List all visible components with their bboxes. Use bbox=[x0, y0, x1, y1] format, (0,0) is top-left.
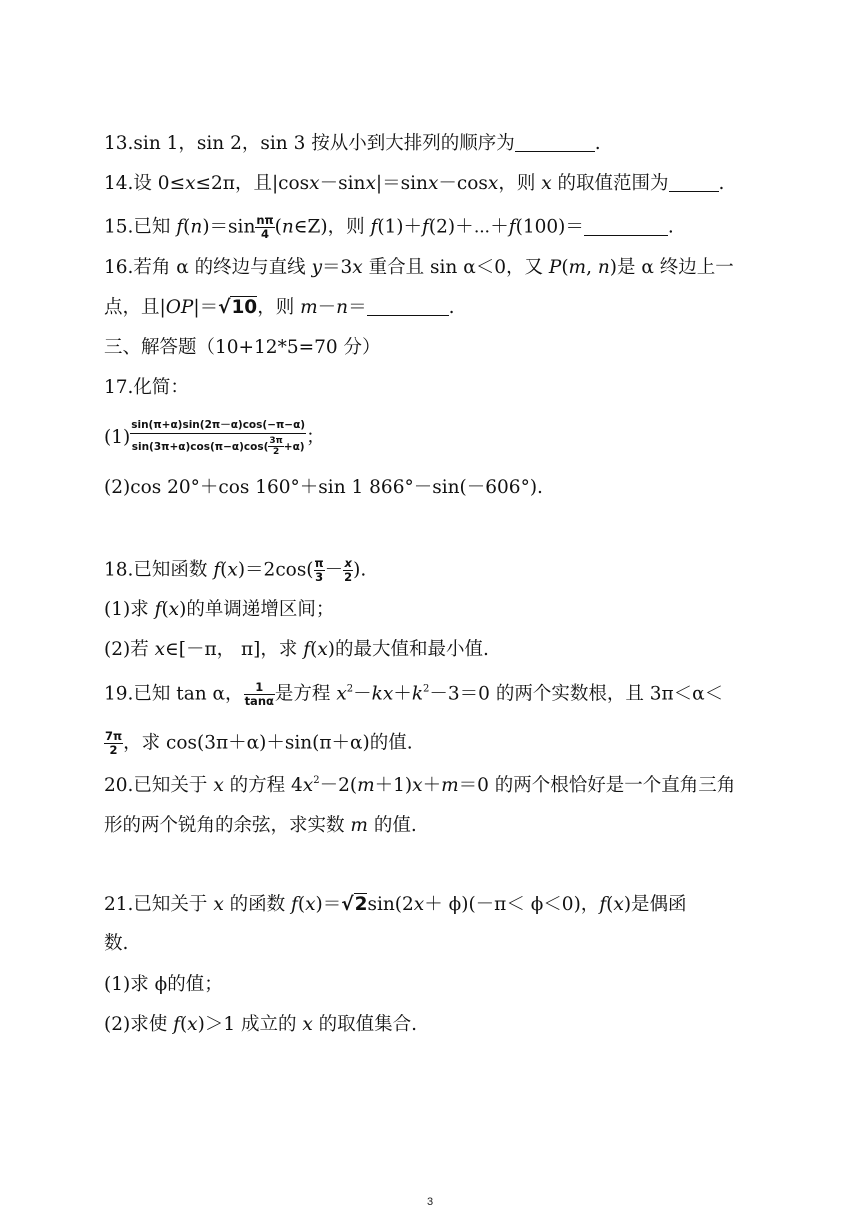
fraction: $\frac{n\pi}{4}$ bbox=[256, 213, 274, 242]
question-21: 21.已知关于 x 的函数 f(x)＝√2sin(2x＋ ϕ)(－π＜ ϕ＜0)，f(x)是偶函 bbox=[104, 894, 687, 915]
fraction: $\frac{\pi}{3}$ bbox=[314, 556, 324, 585]
fraction: sin(π+α)sin(2π－α)cos(−π−α) sin(3π+α)cos(π−α)cos( $\frac{3\pi}{2}$ +α) bbox=[131, 418, 306, 458]
question-17-part-2: (2)cos 20°＋cos 160°＋sin 1 866°－sin(－606°). bbox=[104, 477, 543, 498]
question-17: 17.化简： bbox=[104, 377, 189, 398]
fraction: $\frac{1}{\tan\alpha}$ bbox=[244, 680, 274, 709]
answer-blank bbox=[584, 217, 668, 236]
fraction: $\frac{x}{2}$ bbox=[344, 556, 353, 585]
question-14: 14.设 0≤x≤2π，且|cosx－sinx|＝sinx－cosx，则 x 的取值范围为 . bbox=[104, 173, 725, 194]
question-18-part-1: (1)求 f(x)的单调递增区间； bbox=[104, 599, 335, 620]
answer-blank bbox=[669, 173, 719, 192]
question-19-cont: $\frac{7\pi}{2}$ ，求 cos(3π＋α)＋sin(π＋α)的值. bbox=[105, 729, 413, 758]
fraction: $\frac{7\pi}{2}$ bbox=[105, 729, 123, 758]
question-18: 18.已知函数 f(x)＝2cos( $\frac{\pi}{3}$ － $\frac{x}{2}$ ). bbox=[104, 556, 367, 585]
question-21-part-2: (2)求使 f(x)＞1 成立的 x 的取值集合. bbox=[104, 1014, 418, 1035]
question-13: 13.sin 1，sin 2，sin 3 按从小到大排列的顺序为 . bbox=[104, 133, 601, 154]
question-21-part-1: (1)求 ϕ的值； bbox=[104, 974, 223, 995]
answer-blank bbox=[367, 297, 449, 316]
question-19: 19.已知 tan α， $\frac{1}{\tan\alpha}$ 是方程 $x^2-kx+k^2-3=0$ 的两个实数根，且 3π＜α＜ bbox=[104, 680, 724, 709]
question-16: 16.若角 α 的终边与直线 y＝3x 重合且 sin α＜0，又 P(m, n)是 α 终边上一 bbox=[104, 257, 734, 278]
answer-blank bbox=[515, 133, 595, 152]
question-20-cont: 形的两个锐角的余弦，求实数 m 的值. bbox=[104, 815, 417, 836]
question-20: 20.已知关于 x 的方程 $4x^2-2(m+1)x+m=0$ 的两个根恰好是一个直角三角 bbox=[104, 775, 736, 796]
question-21-cont: 数. bbox=[104, 933, 129, 954]
question-15: 15.已知 f(n)＝sin $\frac{n\pi}{4}$ (n∈Z)，则 f(1)＋f(2)＋⋯＋f(100)＝ . bbox=[104, 213, 674, 242]
question-16-cont: 点，且|OP|＝√10，则 m－n＝ . bbox=[104, 297, 455, 318]
sqrt-expression: √10 bbox=[218, 297, 258, 318]
question-17-part-1: (1) sin(π+α)sin(2π－α)cos(−π−α) sin(3π+α)cos(π−α)cos( $\frac{3\pi}{2}$ +α) ； bbox=[104, 418, 325, 458]
question-18-part-2: (2)若 x∈[－π， π]，求 f(x)的最大值和最小值. bbox=[104, 639, 489, 660]
sqrt-expression: √2 bbox=[341, 894, 368, 915]
section-heading: 三、解答题（10+12*5=70 分） bbox=[104, 337, 381, 358]
page-number: 3 bbox=[426, 1196, 434, 1208]
